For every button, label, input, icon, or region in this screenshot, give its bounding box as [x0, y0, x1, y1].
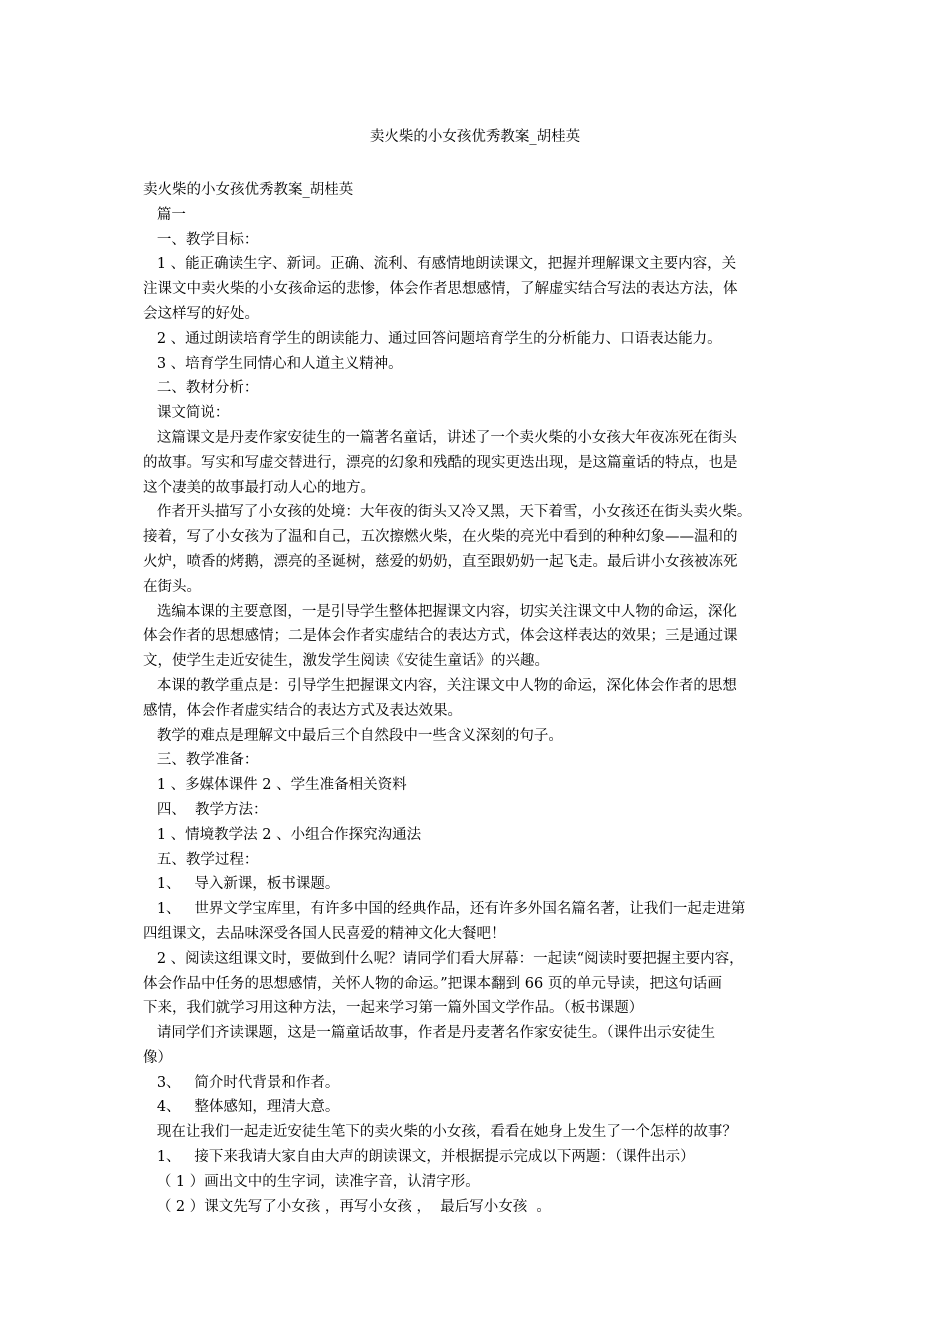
text-line: 3 、培育学生同情心和人道主义精神。: [143, 355, 403, 372]
text-line: 篇一: [143, 206, 186, 223]
text-line: 会这样写的好处。: [143, 305, 259, 322]
text-line: 感情，体会作者虚实结合的表达方式及表达效果。: [143, 702, 462, 719]
text-line: 五、教学过程：: [143, 851, 259, 868]
text-line: 1、 接下来我请大家自由大声的朗读课文，并根据提示完成以下两题：（课件出示）: [143, 1149, 695, 1166]
text-line: 二、教材分析：: [143, 380, 259, 397]
text-line: 2 、阅读这组课文时，要做到什么呢？请同学们看大屏幕：一起读“阅读时要把握主要内容，: [143, 950, 744, 967]
text-line: 体会作者的思想感情；二是体会作者实虚结合的表达方式，体会这样表达的效果；三是通过课: [143, 628, 738, 645]
text-line: 选编本课的主要意图，一是引导学生整体把握课文内容，切实关注课文中人物的命运，深化: [143, 603, 737, 620]
text-line: 请同学们齐读课题，这是一篇童话故事，作者是丹麦著名作家安徒生。（课件出示安徒生: [143, 1025, 716, 1042]
text-line: 四组课文，去品味深受各国人民喜爱的精神文化大餐吧！: [143, 925, 506, 942]
text-line: 1 、能正确读生字、新词。正确、流利、有感情地朗读课文，把握并理解课文主要内容，关: [143, 256, 737, 273]
text-line: 1、 世界文学宝库里，有许多中国的经典作品，还有许多外国名篇名著，让我们一起走进第: [143, 901, 746, 918]
text-line: （ 1 ）画出文中的生字词，读准字音，认清字形。: [143, 1173, 480, 1190]
text-line: 教学的难点是理解文中最后三个自然段中一些含义深刻的句子。: [143, 727, 563, 744]
document-title: 卖火柴的小女孩优秀教案_胡桂英: [369, 129, 581, 145]
text-line: 这个凄美的故事最打动人心的地方。: [143, 479, 375, 496]
text-line: 一、教学目标：: [143, 231, 259, 248]
text-line: 作者开头描写了小女孩的处境：大年夜的街头又冷又黑，天下着雪，小女孩还在街头卖火柴。: [143, 504, 752, 521]
text-line: 体会作品中任务的思想感情，关怀人物的命运。”把课本翻到 66 页的单元导读，把这句话画: [143, 975, 722, 992]
text-line: 的故事。写实和写虚交替进行，漂亮的幻象和残酷的现实更迭出现，是这篇童话的特点，也是: [143, 454, 738, 471]
text-line: 三、教学准备：: [143, 752, 259, 769]
text-line: 像）: [143, 1049, 172, 1066]
text-line: 本课的教学重点是：引导学生把握课文内容，关注课文中人物的命运，深化体会作者的思想: [143, 677, 737, 694]
text-line: 接着，写了小女孩为了温和自己，五次擦燃火柴，在火柴的亮光中看到的种种幻象——温和的: [143, 529, 738, 546]
text-line: 2 、通过朗读培育学生的朗读能力、通过回答问题培育学生的分析能力、口语表达能力。: [143, 330, 722, 347]
text-line: （ 2 ）课文先写了小女孩 ，再写小女孩 ， 最后写小女孩 。: [143, 1198, 551, 1215]
text-line: 在街头。: [143, 578, 201, 595]
text-line: 1、 导入新课，板书课题。: [143, 876, 340, 893]
text-line: 注课文中卖火柴的小女孩命运的悲惨，体会作者思想感情，了解虚实结合写法的表达方法，体: [143, 281, 738, 298]
text-line: 现在让我们一起走近安徒生笔下的卖火柴的小女孩，看看在她身上发生了一个怎样的故事？: [143, 1124, 737, 1141]
text-line: 这篇课文是丹麦作家安徒生的一篇著名童话，讲述了一个卖火柴的小女孩大年夜冻死在街头: [143, 429, 737, 446]
text-line: 课文简说：: [143, 405, 230, 422]
text-line: 4、 整体感知，理清大意。: [143, 1099, 340, 1116]
text-line: 卖火柴的小女孩优秀教案_胡桂英: [143, 182, 354, 198]
text-line: 文，使学生走近安徒生，激发学生阅读《安徒生童话》的兴趣。: [143, 653, 549, 670]
text-line: 四、 教学方法：: [143, 801, 268, 818]
text-line: 1 、情境教学法 2 、小组合作探究沟通法: [143, 826, 422, 843]
text-line: 1 、多媒体课件 2 、学生准备相关资料: [143, 777, 407, 794]
text-line: 3、 简介时代背景和作者。: [143, 1074, 340, 1091]
document-body: [143, 178, 807, 1219]
text-line: 下来，我们就学习用这种方法，一起来学习第一篇外国文学作品。（板书课题）: [143, 1000, 644, 1017]
text-line: 火炉，喷香的烤鹅，漂亮的圣诞树，慈爱的奶奶，直至跟奶奶一起飞走。最后讲小女孩被冻死: [143, 553, 738, 570]
